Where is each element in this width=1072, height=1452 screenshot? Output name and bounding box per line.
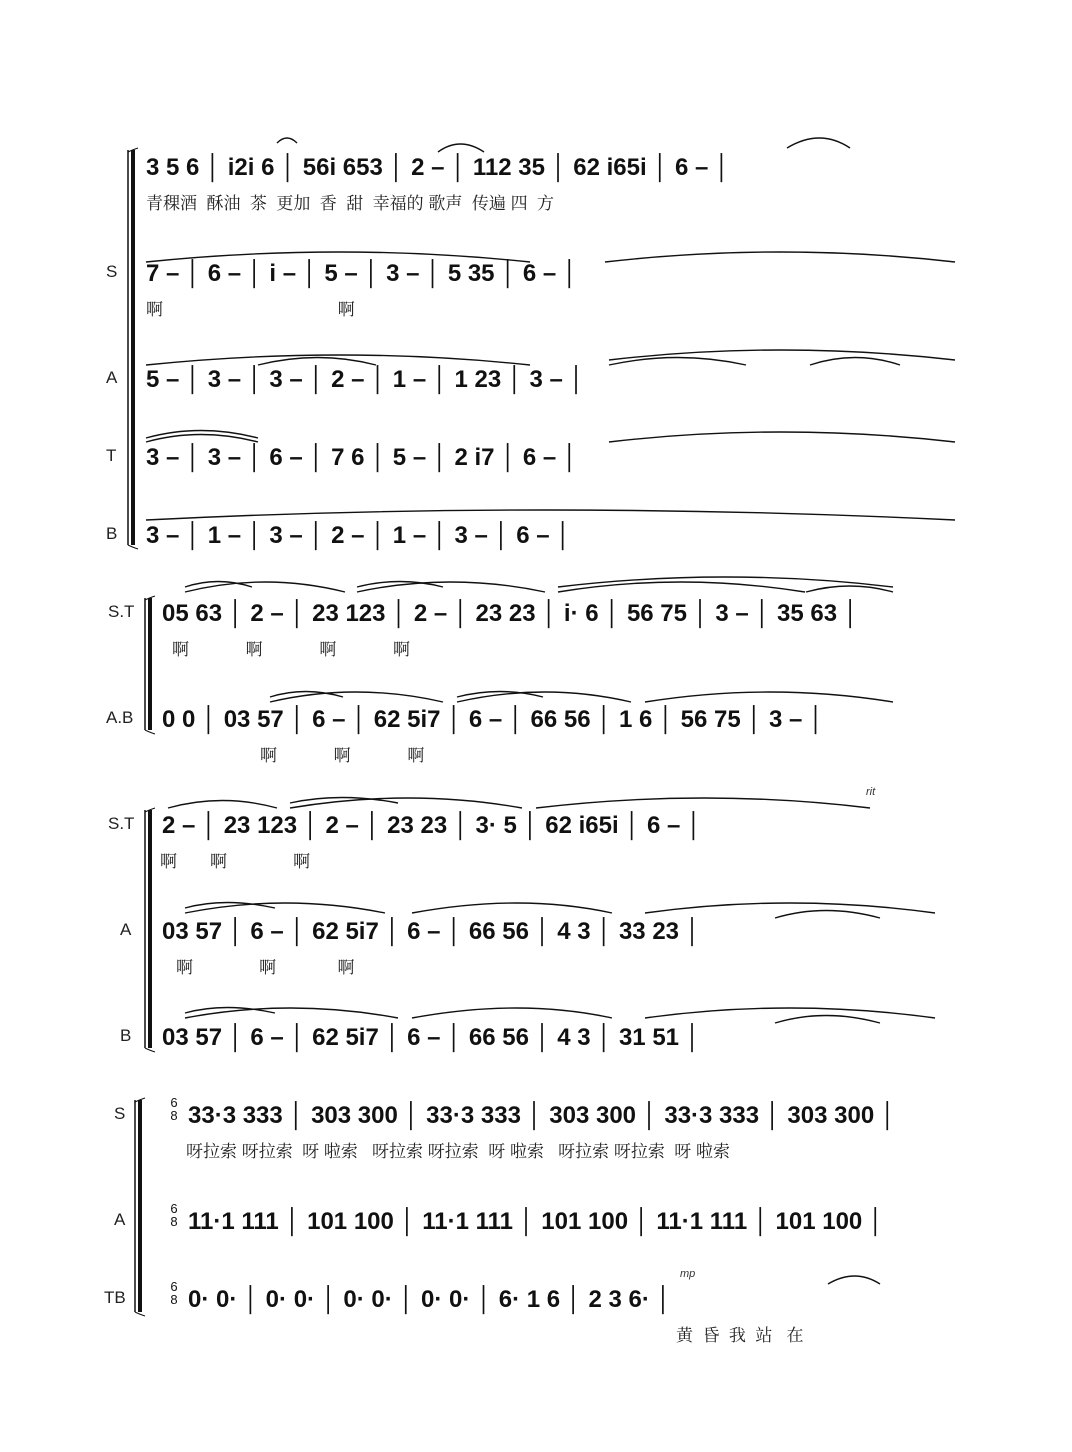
time-signature-top: 6: [170, 1095, 178, 1110]
staff-s-lyrics: 啊 啊: [146, 300, 355, 319]
part-label-t: T: [106, 446, 117, 465]
staff-b2-notes: 03 57 │ 6 – │ 62 5i7 │ 6 – │ 66 56 │ 4 3 │ 31 51 │: [162, 1024, 701, 1051]
staff-t-notes: 3 – │ 3 – │ 6 – │ 7 6 │ 5 – │ 2 i7 │ 6 – │: [146, 444, 578, 471]
time-signature-a-bottom: 8: [170, 1214, 178, 1229]
part-label-s: S: [106, 262, 118, 281]
staff-b-notes: 3 – │ 1 – │ 3 – │ 2 – │ 1 – │ 3 – │ 6 – │: [146, 522, 572, 549]
part-label-s-4: S: [114, 1104, 126, 1123]
part-label-a-4: A: [114, 1210, 126, 1229]
time-signature-tb-top: 6: [170, 1279, 178, 1294]
staff-tb-lyrics: 黄 昏 我 站 在: [676, 1326, 804, 1345]
part-label-tb: TB: [104, 1288, 126, 1307]
marking-mp: mp: [680, 1268, 696, 1280]
staff-tb-notes: 0· 0· │ 0· 0· │ 0· 0· │ 0· 0· │ 6· 1 6 │ 2 3 6· │: [188, 1286, 672, 1313]
staff-s4-notes: 33·3 333 │ 303 300 │ 33·3 333 │ 303 300 │ 33·3 333 │ 303 300 │: [188, 1102, 896, 1129]
time-signature-tb: [168, 1280, 180, 1306]
part-label-st: S.T: [108, 602, 135, 621]
time-signature-bottom: 8: [170, 1108, 178, 1123]
staff-st2-notes: 2 – │ 23 123 │ 2 – │ 23 23 │ 3· 5 │ 62 i65i │ 6 – │: [162, 812, 702, 839]
staff-a2-notes: 03 57 │ 6 – │ 62 5i7 │ 6 – │ 66 56 │ 4 3 │ 33 23 │: [162, 918, 701, 945]
staff-a4-notes: 11·1 111 │ 101 100 │ 11·1 111 │ 101 100 │ 11·1 111 │ 101 100 │: [188, 1208, 884, 1235]
part-label-b: B: [106, 524, 118, 543]
part-label-ab: A.B: [106, 708, 134, 727]
time-signature-a: [168, 1202, 180, 1228]
time-signature-a-top: 6: [170, 1201, 178, 1216]
part-label-a: A: [106, 368, 118, 387]
staff-a-notes: 5 – │ 3 – │ 3 – │ 2 – │ 1 – │ 1 23 │ 3 – │: [146, 366, 585, 393]
time-signature: [168, 1096, 180, 1122]
staff-ab-lyrics: 啊 啊 啊: [260, 746, 425, 765]
staff-s-notes: 7 – │ 6 – │ i – │ 5 – │ 3 – │ 5 35 │ 6 – │: [146, 260, 578, 287]
staff-st2-lyrics: 啊 啊 啊: [160, 852, 311, 871]
staff-1-lyrics: 青稞酒 酥油 茶 更加 香 甜 幸福的 歌声 传遍 四 方: [146, 194, 555, 213]
part-label-st-2: S.T: [108, 814, 135, 833]
staff-1-notes: 3 5 6 │ i2i 6 │ 56i 653 │ 2 – │ 112 35 │ 62 i65i │ 6 – │: [146, 154, 731, 181]
staff-s4-lyrics: 呀拉索 呀拉索 呀 啦索 呀拉索 呀拉索 呀 啦索 呀拉索 呀拉索 呀 啦索: [186, 1142, 731, 1161]
time-signature-tb-bottom: 8: [170, 1292, 178, 1307]
part-label-b-2: B: [120, 1026, 132, 1045]
marking-rit: rit: [866, 786, 876, 798]
staff-ab-notes: 0 0 │ 03 57 │ 6 – │ 62 5i7 │ 6 – │ 66 56 │ 1 6 │ 56 75 │ 3 – │: [162, 706, 825, 733]
part-label-a-2: A: [120, 920, 132, 939]
staff-st-lyrics: 啊 啊 啊 啊: [172, 640, 411, 659]
staff-st-notes: 05 63 │ 2 – │ 23 123 │ 2 – │ 23 23 │ i· 6 │ 56 75 │ 3 – │ 35 63 │: [162, 600, 859, 627]
staff-a2-lyrics: 啊 啊 啊: [176, 958, 355, 977]
